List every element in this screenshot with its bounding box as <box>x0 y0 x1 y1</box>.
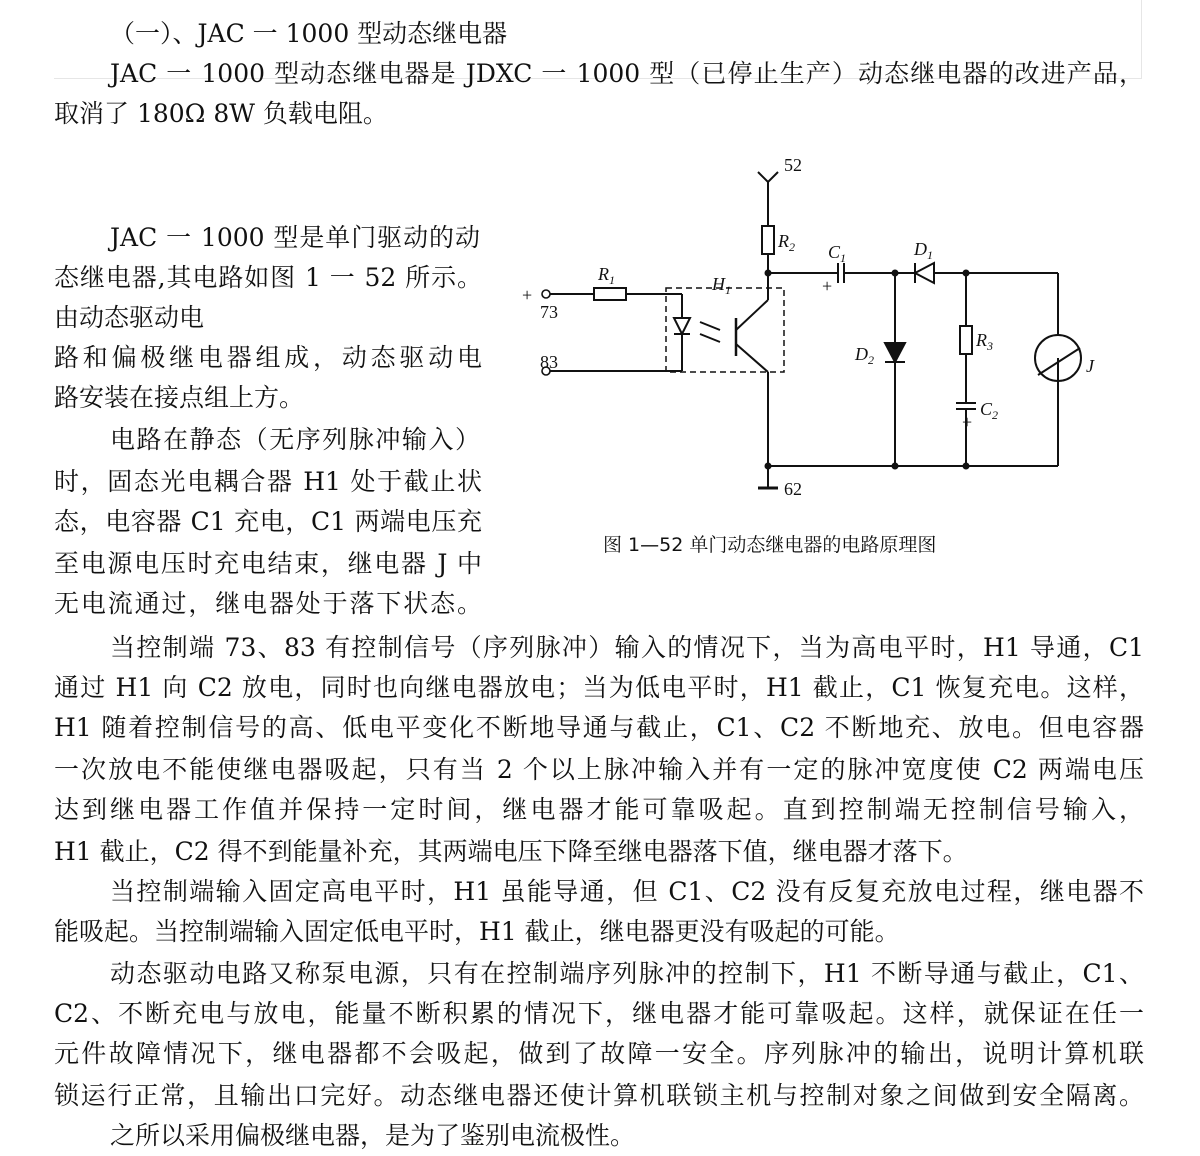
body-line: 达到继电器工作值并保持一定时间，继电器才能可靠吸起。直到控制端无控制信号输入， <box>54 795 1144 824</box>
led-symbol <box>674 318 690 334</box>
body-line: H1 截止，C2 得不到能量补充，其两端电压下降至继电器落下值，继电器才落下。 <box>54 837 968 866</box>
label-c2: $C_2$ <box>980 399 999 422</box>
body-line: 锁运行正常，且输出口完好。动态继电器还使计算机联锁主机与控制对象之间做到安全隔离。 <box>54 1081 1144 1110</box>
body-line: 一次放电不能使继电器吸起，只有当 2 个以上脉冲输入并有一定的脉冲宽度使 C2 两端电压 <box>54 755 1144 784</box>
label-plus-input: + <box>522 285 533 305</box>
intro-line-2: 取消了 180Ω 8W 负载电阻。 <box>54 99 388 128</box>
figure-caption: 图 1—52 单门动态继电器的电路原理图 <box>603 534 937 556</box>
circuit-diagram <box>510 150 1100 510</box>
left-text-line: 态，电容器 C1 充电，C1 两端电压充 <box>54 507 482 536</box>
body-line: 当控制端输入固定高电平时，H1 虽能导通，但 C1、C2 没有反复充放电过程，继电器不 <box>110 877 1144 906</box>
left-text-line: 路和偏极继电器组成，动态驱动电 <box>54 343 482 372</box>
label-h1: $H_1$ <box>712 274 731 297</box>
label-d1: $D_1$ <box>914 239 933 262</box>
left-text-line: 电路在静态（无序列脉冲输入） <box>110 425 480 454</box>
left-text-line: JAC 一 1000 型是单门驱动的动 <box>110 223 480 252</box>
terminal-73-circle <box>542 290 550 298</box>
resistor-r2 <box>762 226 774 254</box>
label-62: 62 <box>784 479 802 499</box>
label-c2-plus: + <box>962 412 973 432</box>
left-text-line: 无电流通过，继电器处于落下状态。 <box>54 589 482 618</box>
intro-line-1: JAC 一 1000 型动态继电器是 JDXC 一 1000 型（已停止生产）动态继电器的改进产品， <box>110 59 1144 88</box>
diode-d2 <box>885 343 905 362</box>
left-text-line: 由动态驱动电 <box>54 303 205 332</box>
left-text-line: 态继电器,其电路如图 1 一 52 所示。 <box>54 263 482 292</box>
label-r1: $R_1$ <box>598 264 615 287</box>
label-r2: $R_2$ <box>778 231 795 254</box>
body-line: 之所以采用偏极继电器，是为了鉴别电流极性。 <box>110 1121 636 1150</box>
body-line: 能吸起。当控制端输入固定低电平时，H1 截止，继电器更没有吸起的可能。 <box>54 917 900 946</box>
label-83: 83 <box>540 352 558 372</box>
label-d2: $D_2$ <box>855 344 874 367</box>
body-line: 通过 H1 向 C2 放电，同时也向继电器放电；当为低电平时，H1 截止，C1 恢复充电。这样， <box>54 673 1144 702</box>
label-73: 73 <box>540 302 558 322</box>
label-c1: $C_1$ <box>828 242 847 265</box>
left-text-line: 路安装在接点组上方。 <box>54 383 305 412</box>
resistor-r1 <box>594 288 626 300</box>
label-j: J <box>1086 356 1094 376</box>
label-c1-plus: + <box>822 276 833 296</box>
body-line: C2、不断充电与放电，能量不断积累的情况下，继电器才能可靠吸起。这样，就保证在任一 <box>54 999 1144 1028</box>
label-52: 52 <box>784 155 802 175</box>
left-text-line: 至电源电压时充电结束，继电器 J 中 <box>54 549 482 578</box>
body-line: H1 随着控制信号的高、低电平变化不断地导通与截止，C1、C2 不断地充、放电。但电容器 <box>54 713 1144 742</box>
body-line: 当控制端 73、83 有控制信号（序列脉冲）输入的情况下，当为高电平时，H1 导通，C1 <box>110 633 1144 662</box>
label-r3: $R_3$ <box>976 330 993 353</box>
body-line: 动态驱动电路又称泵电源，只有在控制端序列脉冲的控制下，H1 不断导通与截止，C1、 <box>110 959 1144 988</box>
left-text-line: 时，固态光电耦合器 H1 处于截止状 <box>54 467 482 496</box>
terminal-52-symbol <box>758 172 778 182</box>
body-line: 元件故障情况下，继电器都不会吸起，做到了故障一安全。序列脉冲的输出，说明计算机联 <box>54 1039 1144 1068</box>
section-title: （一）、JAC 一 1000 型动态继电器 <box>110 19 508 48</box>
resistor-r3 <box>960 326 972 354</box>
